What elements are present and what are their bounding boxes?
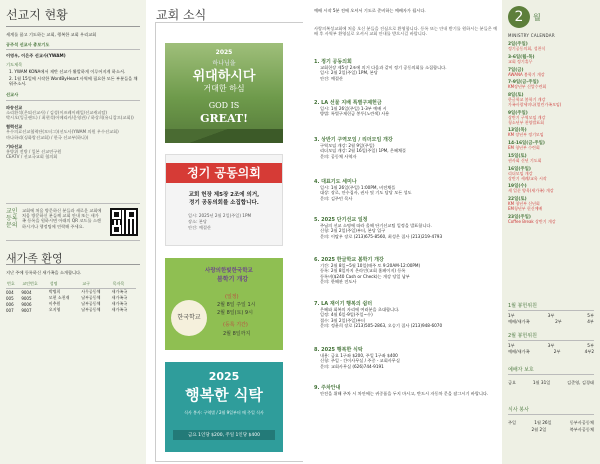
worship-protect-title: 예배자 보호 — [508, 367, 534, 373]
card2-detail1: 일시: 2025년 2월 2일(주일) 1PM — [188, 213, 252, 218]
card1-god: GOD IS — [208, 101, 240, 110]
event-text: 상반기 구역모임 개강 청소년부 찬양발표회 — [508, 114, 546, 125]
prayer-item-2: 2. 1월 15일에 시작한 WordByHeart 사역에 필요한 모든 부분들을 채워주소서. — [9, 76, 138, 87]
cell: 9007 — [21, 307, 32, 313]
news-item-2 — [314, 101, 498, 117]
meal-service-row — [508, 427, 594, 432]
news-title-text: 2025 단기선교 일정 — [321, 217, 368, 223]
cell: 5부 — [587, 343, 594, 348]
church-news-title: 교회 소식 — [156, 8, 207, 22]
cell: 주일 — [508, 420, 517, 425]
news-item-8 — [314, 348, 498, 369]
table-row — [6, 307, 136, 313]
event-date: 3-6일(월-목) — [508, 54, 535, 60]
cell: 5부 — [587, 313, 594, 318]
cell: 이추원 — [48, 301, 61, 306]
card3-line7: 2월 8일까지 — [223, 331, 251, 337]
event-text: Coffee Break 상반기 개강 — [508, 218, 556, 224]
missionaries-head: 선교사 — [6, 92, 19, 98]
news-title: 1. 정기 공동의회 — [314, 59, 352, 65]
news-item-5 — [314, 218, 498, 239]
card2-detail3: 안건: 예결산 — [188, 225, 211, 230]
news-number: 2 — [314, 100, 318, 106]
month-circle: 2 — [508, 6, 530, 28]
news-item-1 — [314, 60, 498, 81]
calendar-event — [508, 128, 596, 138]
mountain-graphic — [165, 129, 283, 143]
event-text: 리더모임 개강 상반기 세례/교육 시작 — [508, 170, 547, 181]
qr-code-icon[interactable] — [110, 208, 138, 236]
news-item-7 — [314, 302, 498, 328]
cell: 새가족국 — [111, 289, 128, 294]
month-suffix: 월 — [533, 13, 541, 22]
news-title-text: 대표기도 세미나 — [321, 179, 357, 185]
welcome-notice: 사랑의복성교회에 처음 오신 분들을 진심으로 환영합니다. 등록 또는 안내 받기를 원하시는 분들은 예배 후 사역부 환영실로 오셔서 교회 안내를 받으시길 바랍니다. — [314, 26, 498, 37]
card2-title: 정기 공동의회 — [166, 163, 282, 183]
group-text: 홍방위 전방 / 일본 선교연구원 CEATV / 선교국교회 협의회 — [6, 149, 62, 160]
card1-great: GREAT! — [200, 112, 248, 125]
event-date: 16일(주일) — [508, 166, 531, 172]
newcomers-title: 새가족 환영 — [6, 252, 63, 265]
cell: 김준영, 김경태 — [567, 380, 594, 385]
group-label: 협력선교 — [6, 124, 23, 130]
event-date: 23일(주일) — [508, 214, 531, 220]
cell: 4부2 — [584, 349, 594, 354]
calendar-event — [508, 93, 596, 108]
cell: 1월 31일 — [532, 380, 551, 385]
calendar-event — [508, 111, 596, 126]
calendar-event — [508, 141, 596, 151]
news-title: 9. 주차안내 — [314, 385, 341, 391]
calendar-event — [508, 154, 596, 164]
newcomers-table — [6, 280, 136, 313]
cell: 1부 — [508, 313, 515, 318]
news-number: 1 — [314, 59, 318, 65]
news-title: 2. LA 선물 지배 특별구제헌금 — [314, 100, 382, 106]
news-title-text: 주차안내 — [321, 385, 341, 391]
news-number: 9 — [314, 385, 318, 391]
event-text: 한글학교 봄학기 개강 가족사랑세미나(열린가족모임) — [508, 97, 562, 107]
group-label: 기타선교 — [6, 143, 23, 149]
event-text: 정기공동의회, 성찬식 — [508, 46, 546, 51]
newcomers-intro: 지난 주에 등록하신 새가족을 소개합니다. — [6, 270, 82, 275]
col-header: 번호 — [7, 281, 15, 286]
calendar-event — [508, 215, 596, 225]
news-number: 4 — [314, 179, 318, 185]
news-title: 3. 상반기 구역모임 / 리더모임 개강 — [314, 137, 393, 143]
event-date: 7일(금) — [508, 67, 524, 73]
news-item-3 — [314, 138, 498, 159]
cell: 박병희 — [48, 289, 61, 294]
news-body: 교회헌장 제5장 2조에 의거 다음과 같이 정기 공동의회를 소집합니다. 일시: 2월 2일(주일) 1PM, 본당 안건: 예결산 — [320, 65, 447, 81]
news-number: 6 — [314, 257, 318, 263]
cell: 2월 2일 — [531, 427, 547, 432]
worship-protect-row — [508, 380, 594, 385]
calendar-event — [508, 197, 596, 212]
great-god-card[interactable] — [165, 43, 283, 143]
card2-line2: 정기 공동의회를 소집합니다. — [189, 200, 259, 206]
cell: 모현 소천재 — [48, 295, 70, 300]
cell: 2부 — [555, 319, 562, 324]
registration-box — [6, 203, 140, 241]
event-text: AWANA 봄학기 개강 — [508, 71, 545, 77]
cell: 9006 — [21, 301, 32, 307]
cell: 9005 — [21, 295, 32, 301]
cell: 3부 — [547, 313, 555, 318]
offering-feb-row — [508, 343, 594, 348]
event-date: 8일(토) — [508, 93, 524, 99]
calendar-event — [508, 68, 596, 78]
card1-year: 2025 — [215, 49, 233, 56]
card3-school: 한국학교 — [171, 300, 207, 336]
col-header: 교구 — [82, 281, 90, 286]
card4-title: 행복한 식탁 — [185, 386, 263, 404]
news-title: 5. 2025 단기선교 일정 — [314, 217, 368, 223]
card3-line6: (등록 기간) — [223, 322, 248, 328]
cell: 남부공동체 — [81, 307, 101, 312]
cell: 오지영 — [48, 307, 61, 312]
event-text: KM 장년부 정기모임 — [508, 132, 544, 138]
news-title-text: 2025 행복한 식탁 — [321, 347, 363, 353]
news-body: 구역모임 개강: 2월 9일(주일) 리더모임 개강: 2월 16일(주일) 1PM, 은혜채플 문의: 공동체 사역자 — [320, 143, 407, 159]
cell: 새가족국 — [111, 307, 128, 312]
news-item-4 — [314, 180, 498, 201]
calendar-label: MINISTRY CALENDAR — [508, 33, 555, 38]
calendar-event — [508, 80, 596, 90]
event-date: 14-16일(금-주일) — [508, 141, 545, 147]
cell: 금요 — [508, 380, 517, 385]
calendar-event — [508, 167, 596, 182]
cell: 9004 — [21, 289, 32, 295]
missionary-name: 이영우, 이은주 선교사(YWAM) — [6, 53, 66, 59]
news-body: 내용: 금요 1구좌 $200, 주일 1구좌 $400 신청: 주일 - 간이사무실 / 주중 - 교회사무실 문의: 교회사무실 (626)744-9191 — [320, 353, 400, 369]
card3-line5: 2월 8일(토) 9시 — [217, 310, 253, 316]
news-item-6 — [314, 258, 498, 284]
cell: 남부공동체 — [81, 295, 101, 300]
missions-panel — [0, 0, 146, 464]
card3-line3: (일정) — [225, 294, 239, 300]
card1-line1: 하나님을 — [212, 60, 236, 67]
offering-jan-row — [508, 319, 594, 324]
cell: 북부사공동체 — [569, 427, 594, 432]
event-text: EM 청년부 수련회 — [508, 145, 540, 151]
cell: 동부사공동체 — [569, 420, 594, 425]
ministry-calendar — [502, 0, 600, 464]
news-item-9 — [314, 386, 498, 396]
event-date: 15일(토) — [508, 153, 527, 159]
missions-title: 선교지 현황 — [6, 8, 68, 22]
cell: 005 — [6, 295, 14, 301]
cell: 004 — [6, 289, 14, 295]
event-date: 22일(토) — [508, 197, 527, 203]
card3-line1: 사랑의한빛한국학교 — [205, 268, 253, 274]
cell: 1부 — [508, 343, 515, 348]
news-number: 7 — [314, 301, 318, 307]
cell: 2부 — [553, 349, 561, 354]
offering-jan-title: 1월 봉헌위원 — [508, 303, 537, 309]
cell: 새가족국 — [111, 301, 128, 306]
news-title: 4. 대표기도 세미나 — [314, 179, 357, 185]
col-header: 성명 — [49, 281, 58, 286]
missions-s1-head: 공주석 선교사 총보기도 — [6, 42, 50, 48]
missions-intro: 세계를 품고 기도하는 교회, 행복한 교회 우리교회 — [6, 32, 97, 37]
card2-line1: 교회 헌장 제5장 2조에 의거, — [188, 192, 260, 198]
card4-price: 금요 1인당 $200, 주일 1인당 $400 — [173, 430, 275, 440]
group-label: 파송선교 — [6, 104, 23, 110]
offering-jan-row — [508, 313, 594, 318]
news-body: 기간: 2월 8일~5월 10일(매주 토 9:20AM-12:00PM) 등록: 2월 8일까지 온라인(교회 홈페이지) 등록 등록비($240 Cash or Check)는 개강 당일 납부 문의: 한해관 전도사 — [320, 263, 421, 284]
news-title: 7. LA 재이기 행복의 쉼터 — [314, 301, 373, 307]
event-text: KM장년부 신앙수련회 — [508, 84, 547, 90]
meal-service-title: 식사 봉사 — [508, 407, 529, 413]
happy-table-card[interactable] — [165, 362, 283, 452]
card4-sub: 식사 봉사: 구역별 / 2월 9일부터 매 주일 식사 — [184, 410, 264, 415]
news-body: 안전을 위해 주차 시 차안에는 귀중품을 두지 마시고, 반드시 자동차 문을 잠그시기 바랍니다. — [320, 391, 489, 397]
cell: 예배/새가족 — [508, 319, 530, 324]
cell: 1월 26일 — [534, 420, 552, 425]
news-title-text: LA 재이기 행복의 쉼터 — [321, 301, 373, 307]
card2-detail2: 장소: 본당 — [188, 219, 207, 224]
event-date: 9일(주일) — [508, 110, 528, 116]
card3-line2: 봄학기 개강 — [217, 276, 249, 283]
card3-line4: 2월 8일 주일 1시 — [217, 302, 256, 308]
event-text: KM 청년부 신년회 EM청년부 헌신예배 — [508, 201, 543, 211]
event-text: 새 일꾼 양육(새가족) 개강 — [508, 188, 554, 194]
worship-notice: 예배 시작 5분 전에 오셔서 기도로 준비하는 예배자가 됩시다. — [314, 8, 426, 13]
news-body: 일시: 1월 26일(주일) 1:00PM, 비전채플 대상: 장로, 안수집사, 권사 및 기도 담당 모든 성도 문의: 김주민 목사 — [320, 185, 412, 201]
card4-year: 2025 — [208, 370, 240, 383]
congregation-meeting-card[interactable] — [165, 154, 283, 246]
calendar-event — [508, 55, 596, 65]
registration-head: 교인등록문의 — [6, 208, 18, 229]
news-title-text: 2025 한글학교 봄학기 개강 — [321, 257, 384, 263]
korean-school-card[interactable] — [165, 258, 283, 350]
col-header: 교인번호 — [22, 281, 38, 286]
cell: 예배/새가족 — [508, 349, 530, 354]
news-title-text: 정기 공동의회 — [321, 59, 352, 65]
cell: 남부공동체 — [81, 301, 101, 306]
cell: 4부 — [587, 319, 594, 324]
cell: 007 — [6, 307, 14, 313]
event-date: 19일(수) — [508, 184, 527, 190]
event-date: 13일(목) — [508, 128, 527, 134]
calendar-event — [508, 184, 596, 194]
registration-text: 교회에 처음 방문하신 분들과 새로운 교회에 처음 방문하신 분들께 교회 안내 또는 새가족 등록을 원하시면 아래의 QR 코드를 스캔하시거나 행정팀에 연락해 주세요. — [22, 208, 102, 229]
news-body: 일시: 1월 26일(주일) 1-3부 예배 시 방법: 특별구제헌금 봉투(노란색) 사용 — [320, 106, 390, 117]
news-body: 주님의 선교 소명에 따라 올해 단기선교팀 일정을 발표합니다. 신청: 2월 2일(주일)부터, 본당 입구 문의: 이탈우 장로 (213)675-8560, 최성은 집사 (213)219-4793 — [320, 223, 443, 239]
cell: 3부 — [547, 343, 555, 348]
cell: 006 — [6, 301, 14, 307]
card1-line3: 거대한 하심 — [203, 84, 245, 93]
offering-feb-title: 2월 봉헌위원 — [508, 333, 537, 339]
prayer-topics-label: 기도제목 — [6, 61, 23, 67]
news-title-text: 상반기 구역모임 / 리더모임 개강 — [321, 137, 393, 143]
news-title: 6. 2025 한글학교 봄학기 개강 — [314, 257, 384, 263]
event-date: 2일(주일) — [508, 42, 528, 47]
calendar-event — [508, 42, 596, 52]
group-text: 우수의료선교협력단(모터그)(선도사(YWAM 의원 우수선교회) 마나하리(싱화랑선교회) / 한국 선교부(하나)) — [6, 129, 119, 140]
news-number: 5 — [314, 217, 318, 223]
cell: 새가족국 — [111, 295, 128, 300]
col-header: 목자목 — [112, 281, 125, 286]
cell: 사무공동체 — [81, 289, 101, 294]
group-text: 소리환석(은퇴선교사) / 김성(이즈레이레일/선교캐피탈) 박시오(잉글랜드) / 최현석(아메리카/운영관) / 하상희(유니캄프(교회)) — [6, 109, 134, 121]
meal-service-row — [508, 420, 594, 425]
card1-line2: 위대하시다 — [192, 69, 256, 84]
news-number: 3 — [314, 137, 318, 143]
prayer-item-1: 1. YWAM KONA에서 제반 선교가 활발하게 이루어지게 하소서. — [9, 68, 126, 74]
news-number: 8 — [314, 347, 318, 353]
news-body: 은혜와 회복의 자리에 여러분을 초대합니다. 일정: 4월 6일-9일(주일~수) 접수: 3월 2일(주일)부터 문의: 정윤희 장로 (213)505-2863, 오승기 집사 (213)948-6070 — [320, 307, 443, 328]
offering-feb-row — [508, 349, 594, 354]
news-title: 8. 2025 행복한 식탁 — [314, 347, 363, 353]
event-text: 권사회 신년 기도회 — [508, 157, 542, 163]
event-text: 교회 정기휴무 — [508, 58, 533, 64]
event-list — [508, 42, 596, 228]
event-date: 7-9일(금-주일) — [508, 80, 539, 86]
news-title-text: LA 선물 지배 특별구제헌금 — [321, 100, 382, 106]
